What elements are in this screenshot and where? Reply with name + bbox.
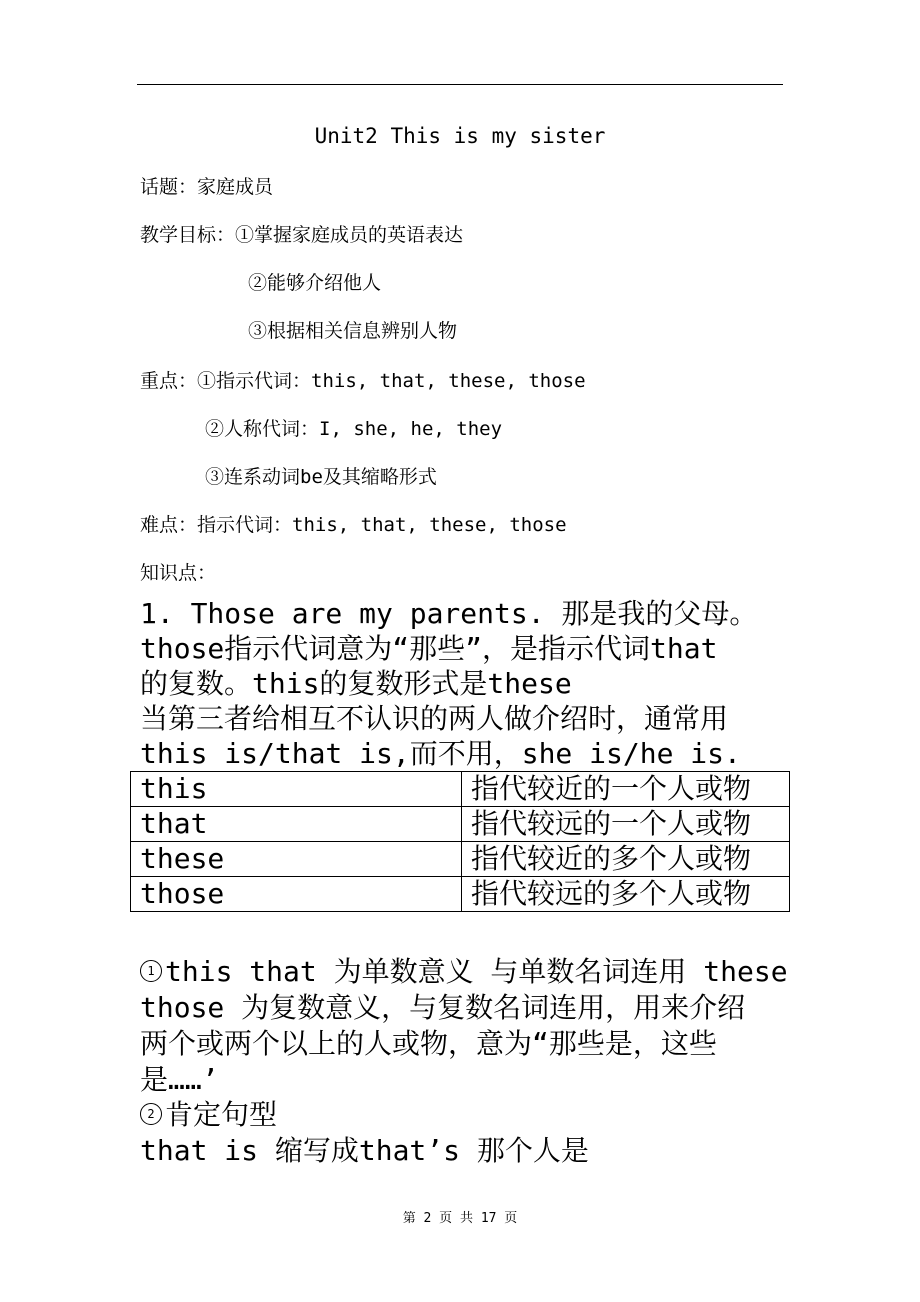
key-points-line	[140, 366, 586, 393]
goals-line	[140, 220, 463, 247]
table-cell-meaning: 指代较远的多个人或物	[462, 877, 790, 912]
topic-line: 话题：家庭成员	[140, 176, 274, 198]
goal-item: ③根据相关信息辨别人物	[248, 320, 458, 342]
goals-label: 教学目标：	[140, 224, 236, 246]
section-heading: 1. Those are my parents. 那是我的父母。	[140, 597, 758, 630]
note-line: that is 缩写成that’s 那个人是	[140, 1134, 589, 1167]
page-footer: 第 2 页 共 17 页	[402, 1211, 518, 1226]
note-line: 两个或两个以上的人或物，意为“那些是，这些	[140, 1027, 717, 1060]
section-text-line: 的复数。this的复数形式是these	[140, 667, 572, 700]
table-cell-meaning: 指代较近的多个人或物	[462, 842, 790, 877]
section-text-line: this is/that is,而不用，she is/he is.	[140, 737, 741, 770]
goal-item: ①掌握家庭成员的英语表达	[235, 224, 464, 246]
table-cell-meaning: 指代较远的一个人或物	[462, 807, 790, 842]
table-cell-word: those	[131, 877, 462, 912]
table-row	[131, 842, 790, 877]
note-text: 肯定句型	[165, 1098, 278, 1131]
note-line: those 为复数意义，与复数名词连用，用来介绍	[140, 991, 746, 1024]
note-line	[140, 1097, 277, 1133]
table-row	[131, 877, 790, 912]
note-line	[140, 954, 788, 990]
section-text-line: 当第三者给相互不认识的两人做介绍时，通常用	[140, 702, 729, 735]
circled-number-marker: 1	[140, 960, 162, 982]
table-row	[131, 772, 790, 807]
header-rule	[137, 84, 783, 85]
note-text: this that 为单数意义 与单数名词连用 these	[165, 955, 788, 988]
page-title: Unit2 This is my sister	[314, 124, 606, 148]
table-cell-meaning: 指代较近的一个人或物	[462, 772, 790, 807]
table-cell-word: this	[131, 772, 462, 807]
knowledge-label: 知识点：	[140, 562, 217, 584]
goal-item: ②能够介绍他人	[248, 272, 382, 294]
circled-number-marker: 2	[140, 1103, 162, 1125]
key-points-label: 重点：	[140, 370, 198, 392]
table-cell-word: that	[131, 807, 462, 842]
key-point-item: ①指示代词：this, that, these, those	[197, 370, 586, 392]
section-text-line: those指示代词意为“那些”，是指示代词that	[140, 632, 718, 665]
key-point-item: ②人称代词：I, she, he, they	[205, 418, 503, 440]
key-point-item: ③连系动词be及其缩略形式	[205, 466, 437, 488]
table-row	[131, 807, 790, 842]
table-cell-word: these	[131, 842, 462, 877]
difficult-point-line: 难点：指示代词：this, that, these, those	[140, 514, 567, 536]
note-line: 是……’	[140, 1063, 219, 1096]
pronoun-table	[130, 771, 790, 912]
